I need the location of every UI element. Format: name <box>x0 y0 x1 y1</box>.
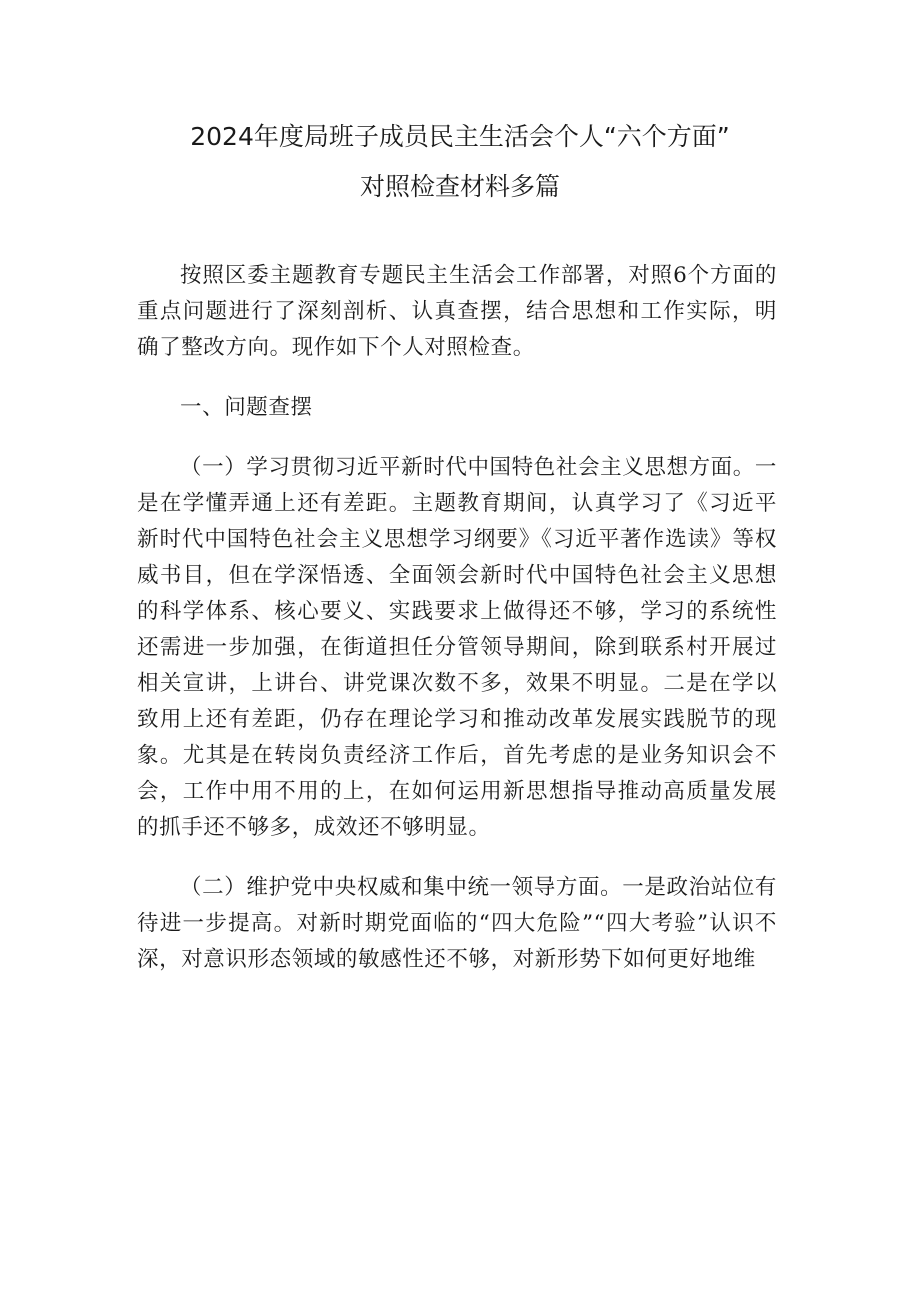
paragraph-study: （一）学习贯彻习近平新时代中国特色社会主义思想方面。一是在学懂弄通上还有差距。主题教育期间，认真学习了《习近平新时代中国特色社会主义思想学习纲要》《习近平著作选读》等权威书目，但在学深悟透、全面领会新时代中国特色社会主义思想的科学体系、核心要义、实践要求上做得还不够，学习的系统性还需进一步加强，在街道担任分管领导期间，除到联系村开展过相关宣讲，上讲台、讲党课次数不多，效果不明显。二是在学以致用上还有差距，仍存在理论学习和推动改革发展实践脱节的现象。尤其是在转岗负责经济工作后，首先考虑的是业务知识会不会，工作中用不用的上，在如何运用新思想指导推动高质量发展的抓手还不够多，成效还不够明显。 <box>137 455 777 840</box>
document-title <box>0 112 920 212</box>
intro-paragraph: 按照区委主题教育专题民主生活会工作部署，对照6个方面的重点问题进行了深刻剖析、认真查摆，结合思想和工作实际，明确了整改方向。现作如下个人对照检查。 <box>137 263 777 360</box>
title-line-2: 对照检查材料多篇 <box>359 172 560 201</box>
paragraph-authority: （二）维护党中央权威和集中统一领导方面。一是政治站位有待进一步提高。对新时期党面临的“四大危险”“四大考验”认识不深，对意识形态领域的敏感性还不够，对新形势下如何更好地维 <box>137 875 777 972</box>
title-line-1: 2024年度局班子成员民主生活会个人“六个方面” <box>190 122 730 151</box>
section-heading-1: 一、问题查摆 <box>180 395 313 420</box>
document-body <box>137 258 777 978</box>
